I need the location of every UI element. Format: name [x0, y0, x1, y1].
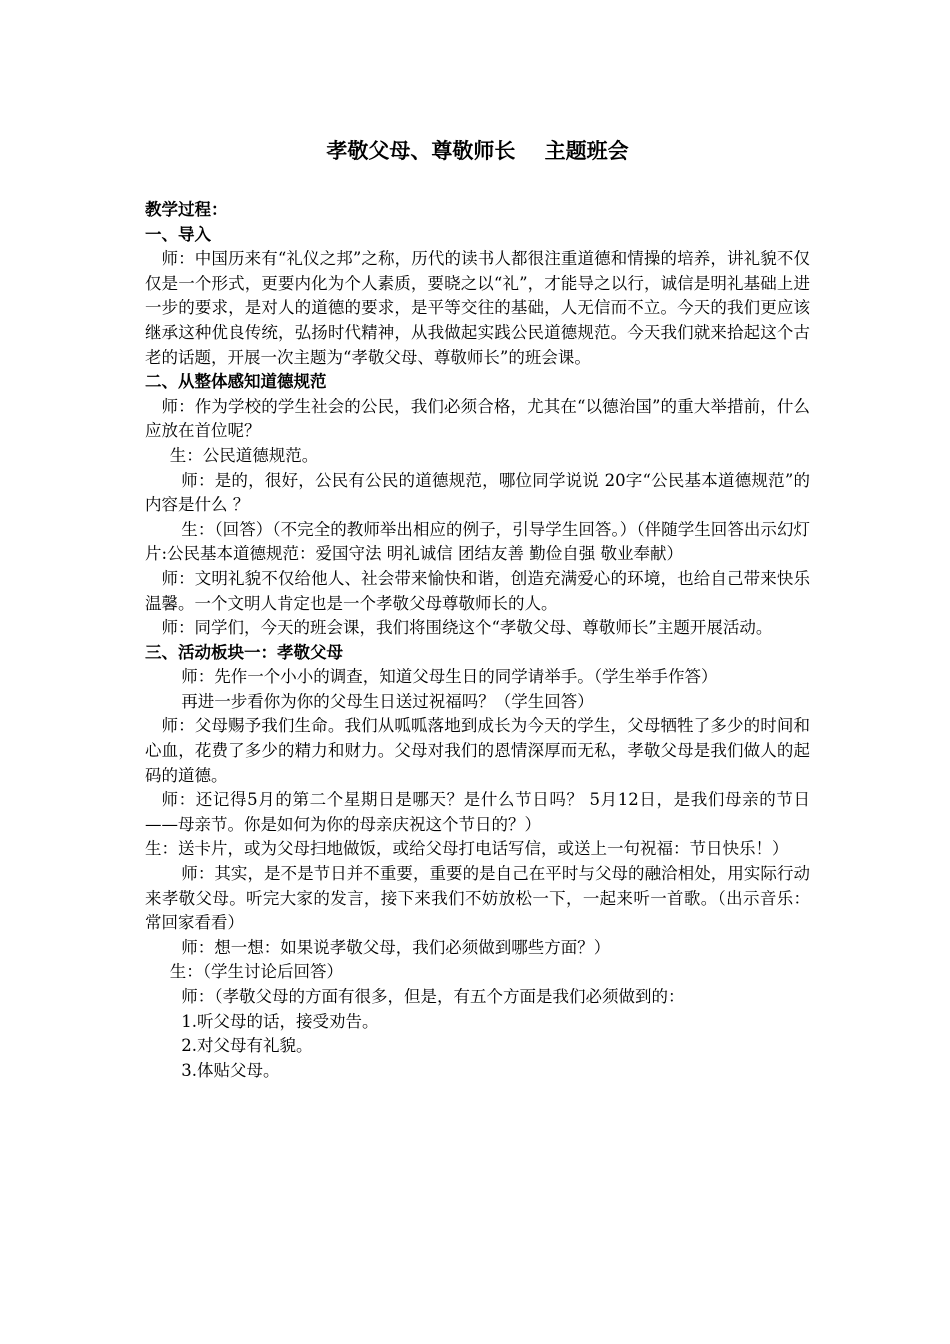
paragraph: 师：同学们，今天的班会课，我们将围绕这个“孝敬父母、尊敬师长”主题开展活动。 [161, 618, 773, 638]
document-body [145, 198, 810, 1083]
paragraph: 师：作为学校的学生社会的公民，我们必须合格，尤其在“以德治国”的重大举措前，什么应放在首位呢？ [145, 396, 810, 441]
paragraph: 师：先作一个小小的调查，知道父母生日的同学请举手。（学生举手作答） [181, 667, 718, 687]
paragraph: 师：想一想：如果说孝敬父母，我们必须做到哪些方面？） [181, 937, 611, 957]
paragraph: 1.听父母的话，接受劝告。 [181, 1011, 379, 1031]
section-heading: 二、从整体感知道德规范 [145, 372, 327, 392]
paragraph: 师：中国历来有“礼仪之邦”之称，历代的读书人都很注重道德和情操的培养，讲礼貌不仅仅是一个形式，更要内化为个人素质，要晓之以“礼”，才能导之以行，诚信是明礼基础上进一步的要求，是对人的道德的要求，是平等交往的基础，人无信而不立。今天的我们更应该继承这种优良传统，弘扬时代精神，从我做起实践公民道德规范。今天我们就来拾起这个古老的话题，开展一次主题为“孝敬父母、尊敬师长”的班会课。 [145, 249, 810, 367]
paragraph: 生：（回答）（不完全的教师举出相应的例子，引导学生回答。）（伴随学生回答出示幻灯片:公民基本道德规范：爱国守法 明礼诚信 团结友善 勤俭自强 敬业奉献） [145, 519, 810, 564]
paragraph: 师：还记得5月的第二个星期日是哪天？是什么节日吗？ 5月12日，是我们母亲的节日——母亲节。你是如何为你的母亲庆祝这个节日的？） [145, 790, 810, 834]
paragraph: 生：公民道德规范。 [169, 445, 319, 465]
paragraph: 生：送卡片，或为父母扫地做饭，或给父母打电话写信，或送上一句祝福：节日快乐！） [145, 839, 789, 859]
paragraph: 师：文明礼貌不仅给他人、社会带来愉快和谐，创造充满爱心的环境，也给自己带来快乐温馨。一个文明人肯定也是一个孝敬父母尊敬师长的人。 [145, 568, 810, 613]
section-heading: 三、活动板块一：孝敬父母 [145, 642, 343, 662]
paragraph: 师：父母赐予我们生命。我们从呱呱落地到成长为今天的学生，父母牺牲了多少的时间和心血，花费了多少的精力和财力。父母对我们的恩情深厚而无私，孝敬父母是我们做人的起码的道德。 [145, 716, 810, 785]
paragraph: 师：是的，很好，公民有公民的道德规范，哪位同学说说 20字“公民基本道德规范”的内容是什么 ？ [145, 470, 810, 515]
paragraph: 2.对父母有礼貌。 [181, 1036, 313, 1056]
paragraph: 师：其实，是不是节日并不重要，重要的是自己在平时与父母的融洽相处，用实际行动来孝敬父母。听完大家的发言，接下来我们不妨放松一下，一起来听一首歌。（出示音乐：常回家看看） [145, 864, 810, 933]
paragraph: 3.体贴父母。 [181, 1060, 280, 1080]
paragraph: 师：（孝敬父母的方面有很多，但是，有五个方面是我们必须做到的： [181, 987, 685, 1006]
section-heading: 教学过程： [145, 200, 228, 219]
section-heading: 一、导入 [145, 224, 211, 244]
document-page [145, 134, 810, 1083]
document-title: 孝敬父母、尊敬师长 主题班会 [326, 139, 629, 163]
paragraph: 再进一步看你为你的父母生日送过祝福吗？（学生回答） [181, 691, 594, 711]
paragraph: 生：（学生讨论后回答） [169, 962, 343, 982]
